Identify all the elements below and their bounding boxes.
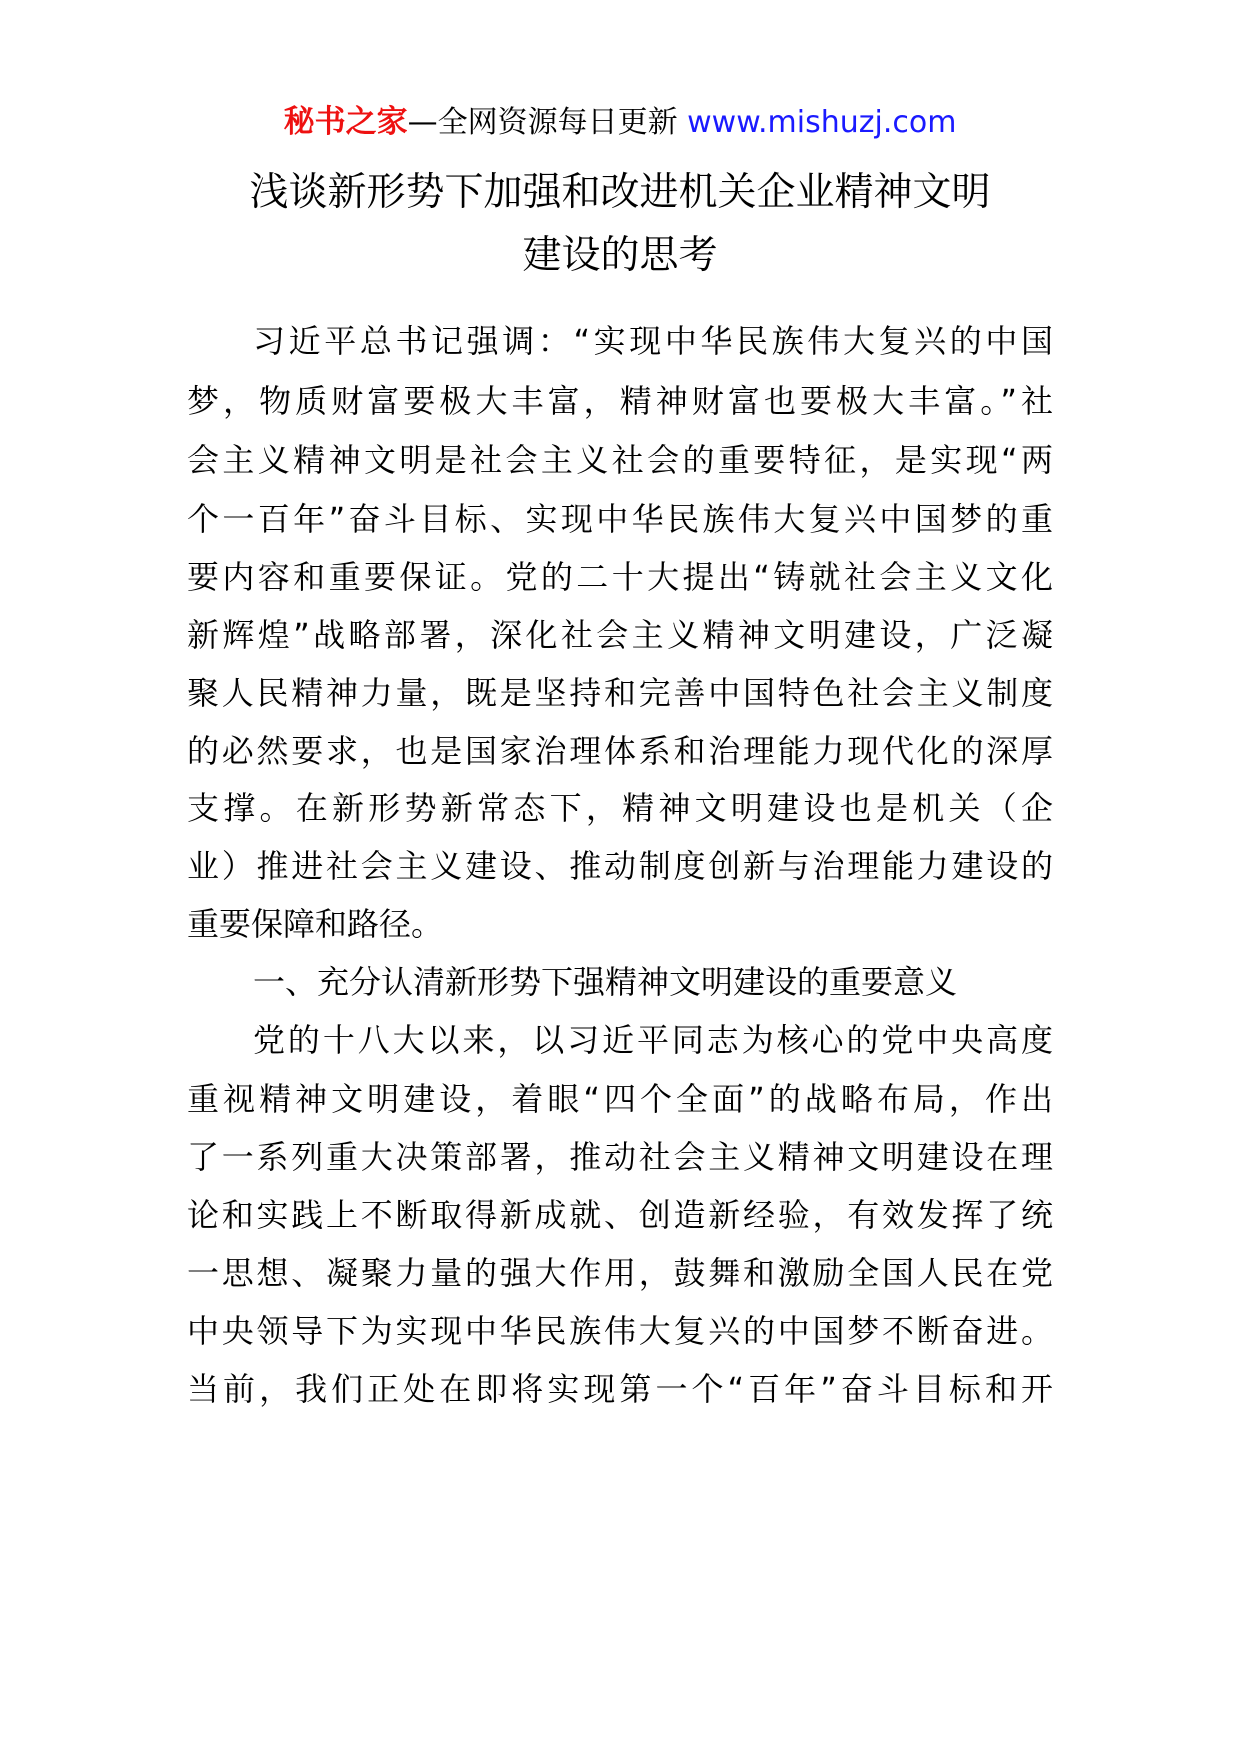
body-line: 支撑。在新形势新常态下，精神文明建设也是机关（企 <box>187 789 1053 827</box>
header-tagline: —全网资源每日更新 <box>407 105 688 140</box>
body-line: 中央领导下为实现中华民族伟大复兴的中国梦不断奋进。 <box>187 1312 1053 1350</box>
body-line: 梦，物质财富要极大丰富，精神财富也要极大丰富。”社 <box>187 382 1053 420</box>
body-line: 习近平总书记强调：“实现中华民族伟大复兴的中国 <box>253 322 1053 360</box>
body-line: 会主义精神文明是社会主义社会的重要特征，是实现“两 <box>187 441 1053 479</box>
body-line: 党的十八大以来，以习近平同志为核心的党中央高度 <box>253 1021 1053 1059</box>
site-url-link[interactable]: www.mishuzj.com <box>687 105 957 140</box>
body-line: 重视精神文明建设，着眼“四个全面”的战略布局，作出 <box>187 1080 1053 1118</box>
body-line: 业）推进社会主义建设、推动制度创新与治理能力建设的 <box>187 847 1053 885</box>
body-line: 一思想、凝聚力量的强大作用，鼓舞和激励全国人民在党 <box>187 1254 1053 1292</box>
body-line: 了一系列重大决策部署，推动社会主义精神文明建设在理 <box>187 1138 1053 1176</box>
body-line: 聚人民精神力量，既是坚持和完善中国特色社会主义制度 <box>187 674 1053 712</box>
body-line: 论和实践上不断取得新成就、创造新经验，有效发挥了统 <box>187 1196 1053 1234</box>
section-heading: 一、充分认清新形势下强精神文明建设的重要意义 <box>253 963 958 1001</box>
body-line: 重要保障和路径。 <box>187 905 444 943</box>
body-line: 的必然要求，也是国家治理体系和治理能力现代化的深厚 <box>187 732 1053 770</box>
brand-name: 秘书之家 <box>283 104 408 140</box>
body-line: 当前，我们正处在即将实现第一个“百年”奋斗目标和开 <box>187 1370 1053 1408</box>
body-line: 要内容和重要保证。党的二十大提出“铸就社会主义文化 <box>187 558 1053 596</box>
document-title-line-2: 建设的思考 <box>522 233 718 278</box>
site-header <box>0 100 1240 145</box>
body-line: 新辉煌”战略部署，深化社会主义精神文明建设，广泛凝 <box>187 616 1053 654</box>
document-title-line-1: 浅谈新形势下加强和改进机关企业精神文明 <box>249 170 991 215</box>
body-line: 个一百年”奋斗目标、实现中华民族伟大复兴中国梦的重 <box>187 500 1053 538</box>
